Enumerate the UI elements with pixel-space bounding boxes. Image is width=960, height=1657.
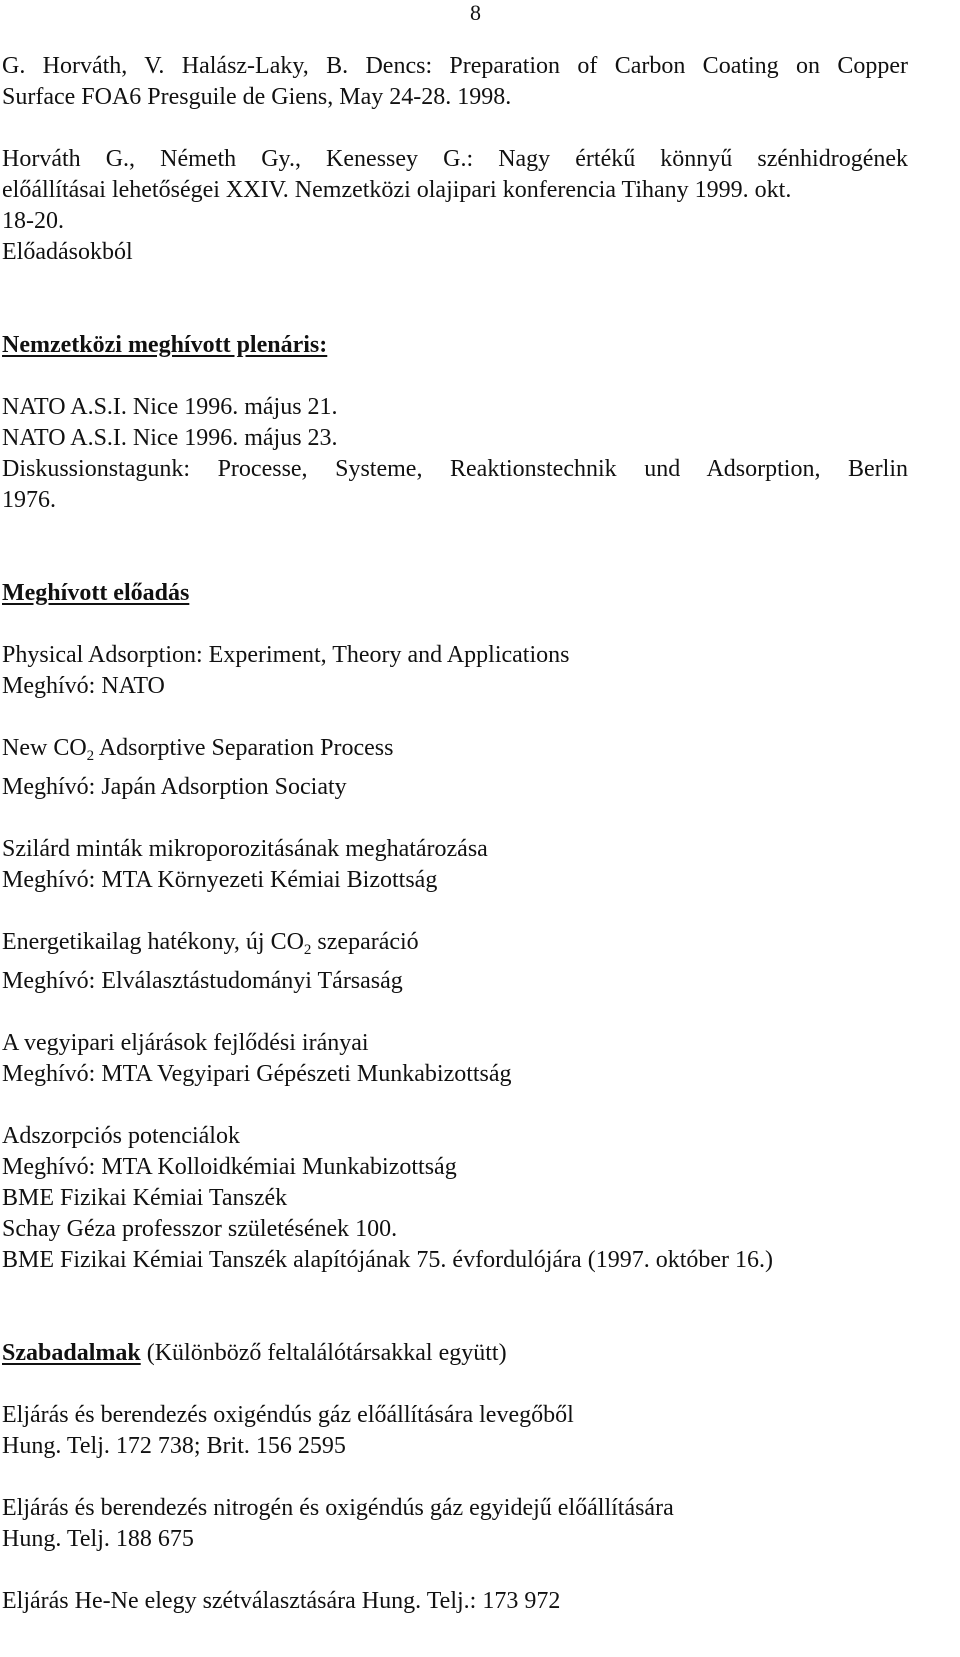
patents-heading-line (2, 1338, 908, 1369)
talk-title-text: Energetikailag hatékony, új CO (2, 929, 304, 955)
patents-section (2, 1338, 908, 1617)
talk-title (2, 927, 908, 966)
talk-title-text: Adsorptive Separation Process (94, 735, 394, 761)
patents-heading: Szabadalmak (2, 1340, 141, 1366)
plenary-item: Diskussionstagunk: Processe, Systeme, Reaktionstechnik und Adsorption, Berlin (2, 456, 908, 482)
patent-title: Eljárás és berendezés oxigéndús gáz előállítására levegőből (2, 1402, 574, 1428)
plenary-heading: Nemzetközi meghívott plenáris: (2, 332, 328, 358)
patent-title: Eljárás és berendezés nitrogén és oxigéndús gáz egyidejű előállítására (2, 1495, 674, 1521)
talk-host: Meghívó: Japán Adsorption Sociaty (2, 774, 347, 800)
talk-host: Meghívó: MTA Környezeti Kémiai Bizottság (2, 867, 438, 893)
subscript: 2 (303, 942, 312, 958)
patents-heading-note: (Különböző feltalálótársakkal együtt) (140, 1340, 507, 1366)
page-content (2, 51, 908, 1617)
talk-host: Meghívó: NATO (2, 673, 165, 699)
extra-line: BME Fizikai Kémiai Tanszék (2, 1185, 288, 1211)
invited-section (2, 578, 908, 1276)
reference-line: Horváth G., Németh Gy., Kenessey G.: Nagy értékű könnyű szénhidrogének (2, 146, 908, 172)
extra-line: Schay Géza professzor születésének 100. (2, 1216, 398, 1242)
talk-title: Physical Adsorption: Experiment, Theory and Applications (2, 642, 570, 668)
talk-title: Adszorpciós potenciálok (2, 1123, 240, 1149)
talk-title-text: New CO (2, 735, 87, 761)
talk-title (2, 733, 908, 772)
patent-number: Hung. Telj. 172 738; Brit. 156 2595 (2, 1433, 346, 1459)
talk-title: A vegyipari eljárások fejlődési irányai (2, 1030, 369, 1056)
plenary-item: NATO A.S.I. Nice 1996. május 23. (2, 425, 338, 451)
reference-line: G. Horváth, V. Halász-Laky, B. Dencs: Preparation of Carbon Coating on Copper (2, 53, 908, 79)
extra-line: BME Fizikai Kémiai Tanszék alapítójának 75. évfordulójára (1997. október 16.) (2, 1247, 773, 1273)
reference-entry (2, 144, 908, 268)
talk-host: Meghívó: Elválasztástudományi Társaság (2, 968, 403, 994)
plenary-section (2, 330, 908, 516)
reference-entry (2, 51, 908, 113)
reference-line: Előadásokból (2, 239, 133, 265)
talk-host: Meghívó: MTA Kolloidkémiai Munkabizottság (2, 1154, 457, 1180)
plenary-item: 1976. (2, 487, 56, 513)
talk-title: Szilárd minták mikroporozitásának meghatározása (2, 836, 488, 862)
talk-host: Meghívó: MTA Vegyipari Gépészeti Munkabizottság (2, 1061, 512, 1087)
page-number: 8 (470, 0, 481, 25)
reference-line: 18-20. (2, 208, 64, 234)
invited-heading: Meghívott előadás (2, 580, 190, 606)
plenary-item: NATO A.S.I. Nice 1996. május 21. (2, 394, 338, 420)
reference-line: Surface FOA6 Presguile de Giens, May 24-28. 1998. (2, 84, 512, 110)
reference-line: előállításai lehetőségei XXIV. Nemzetközi olajipari konferencia Tihany 1999. okt. (2, 177, 792, 203)
patent-number: Hung. Telj. 188 675 (2, 1526, 194, 1552)
subscript: 2 (86, 748, 95, 764)
talk-title-text: szeparáció (311, 929, 419, 955)
patent-title: Eljárás He-Ne elegy szétválasztására Hung. Telj.: 173 972 (2, 1588, 561, 1614)
